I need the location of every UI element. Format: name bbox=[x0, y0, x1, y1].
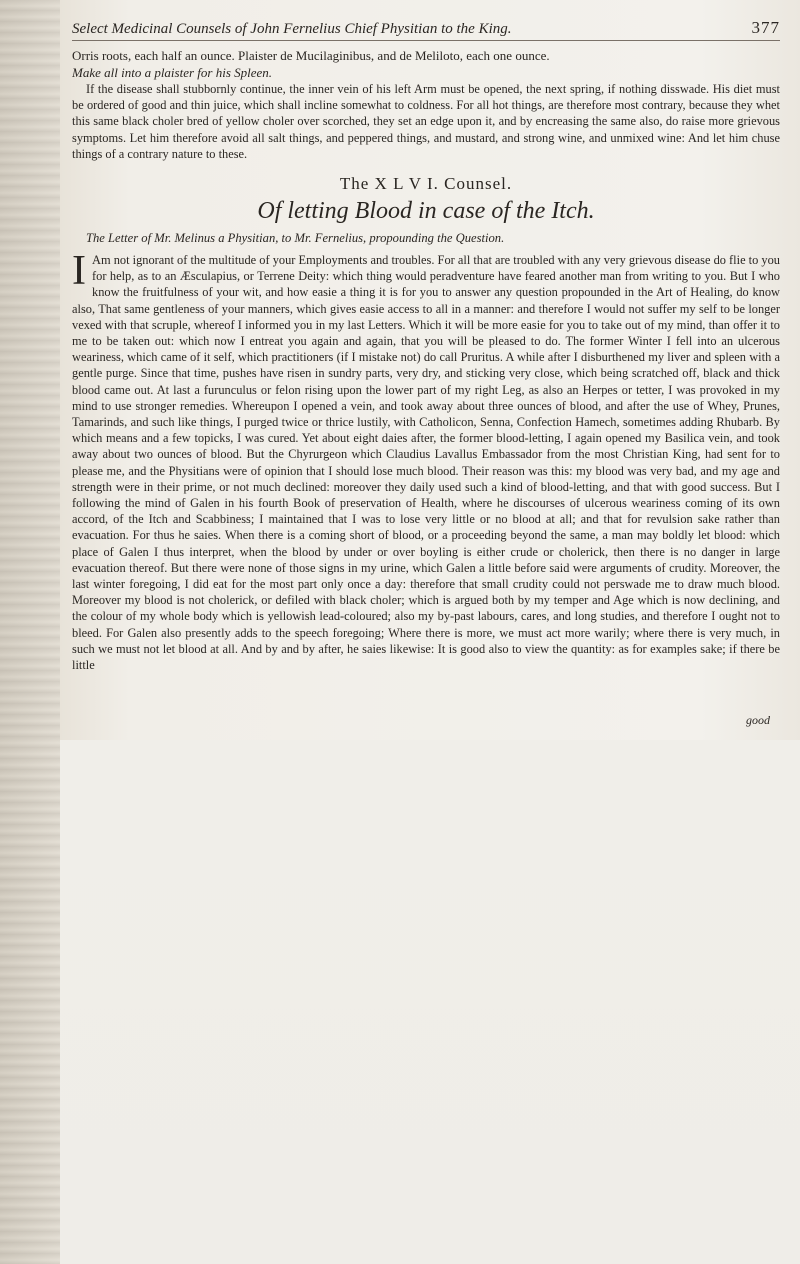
catchword: good bbox=[746, 713, 770, 727]
running-head bbox=[72, 18, 780, 41]
recipe-line-1: Orris roots, each half an ounce. Plaister de Mucilaginibus, and de Meliloto, each one ounce. bbox=[72, 48, 550, 63]
letter-body-text: Am not ignorant of the multitude of your Employments and troubles. For all that are troubled with any very grievous disease do flie to you for help, as to an Æsculapius, or Terrene Deity: which thing would peradventure have feared another man from writing to you. But I who know the fruitfulness of your wit, and how easie a thing it is for you to answer any question propounded in the Art of Healing, do know also, That same gentleness of your manners, which gives easie access to all in a manner: and therefore I would not suffer my self to be longer vexed with that scruple, whereof I informed you in my last Letters. Which it will be more easie for you to take out of my mind, than offer it to me to be taken out: which now I entreat you again and again, that you will be pleased to do. The former Winter I fell into an ulcerous weariness, which came of it self, which practitioners (if I mistake not) do call Pruritus. A while after I disburthened my liver and spleen with a gentle purge. Since that time, pushes have risen in sundry parts, very dry, and sticking very close, which being scratched off, black and thick blood came out. At last a furunculus or felon rising upon the lower part of my right Leg, as also an Herpes or tetter, I was provoked in my mind to use stronger remedies. Whereupon I opened a vein, and took away about three ounces of blood, and after the use of Whey, Prunes, Tamarinds, and such like things, I purged twice or thrice lustily, with Catholicon, Senna, Confection Hamech, sometimes adding Rhubarb. By which means and a few topicks, I was cured. Yet about eight daies after, the former blood-letting, I again opened my Basilica vein, and took away about two ounces of blood. But the Chyrurgeon which Claudius Lavallus Embassador from the most Christian King, had sent for to please me, and the Physitians were of opinion that I should lose much blood. Their reason was this: my blood was very bad, and my age and strength were in their prime, or not much declined: moreover they daily used such a kind of blood-letting, and that with good success. But I following the mind of Galen in his fourth Book of preservation of Health, where he discourses of ulcerous weariness coming of its own accord, of the Itch and Scabbiness; I maintained that I was to lose very little or no blood at all; and that for revulsion sake rather than evacuation. For thus he saies. When there is a coming short of blood, or a proceeding beyond the same, a man may boldly let blood: which place of Galen I thus interpret, when the blood by under or over boyling is either crude or cholerick, then there is no danger in large evacuation thereof. But there were none of those signs in my urine, which Galen a little before said were arguments of crudity. Moreover, the last winter foregoing, I did eat for the most part only once a day: therefore that small crudity could not perswade me to draw much blood. Moreover my blood is not cholerick, or defiled with black choler; which is argued both by my temper and Age which is now declining, and the colour of my whole body which is yellowish lead-coloured; also my by-past labours, cares, and long studies, and therefore I ought not to bleed. For Galen also presently adds to the speech foregoing; Where there is more, we must act more warily; where there is very much, in such we must not let blood at all. And by and by after, he saies likewise: It is good also to view the quantity: as for examples sake; if there be little bbox=[72, 253, 780, 673]
chapter-label: The X L V I. Counsel. bbox=[339, 174, 513, 194]
letter-body bbox=[72, 248, 780, 673]
page-number: 377 bbox=[751, 18, 780, 37]
running-head-title: Select Medicinal Counsels of John Fernelius Chief Physitian to the King. bbox=[72, 21, 512, 37]
recipe-line-2: Make all into a plaister for his Spleen. bbox=[72, 65, 273, 80]
letter-heading: The Letter of Mr. Melinus a Physitian, to Mr. Fernelius, propounding the Question. bbox=[86, 231, 505, 246]
blank-lower-area bbox=[60, 740, 800, 1264]
intro-paragraph: If the disease shall stubbornly continue, the inner vein of his left Arm must be opened, the next spring, if nothing disswade. His diet must be ordered of good and thin juice, which shall incline somewhat to coldness. For all hot things, are therefore most contrary, because they whet this same black choler bred of yellow choler over scorched, they set an edge upon it, and by encreasing the same also, do raise more grievous symptoms. Let him therefore avoid all salt things, and peppered things, and mustard, and strong wine, and unmixed wine: And let him chuse things of a contrary nature to these. bbox=[72, 82, 780, 161]
book-gutter-shadow bbox=[0, 0, 60, 1264]
book-page bbox=[72, 18, 780, 738]
chapter-title: Of letting Blood in case of the Itch. bbox=[257, 198, 595, 225]
drop-cap: I bbox=[72, 248, 86, 295]
